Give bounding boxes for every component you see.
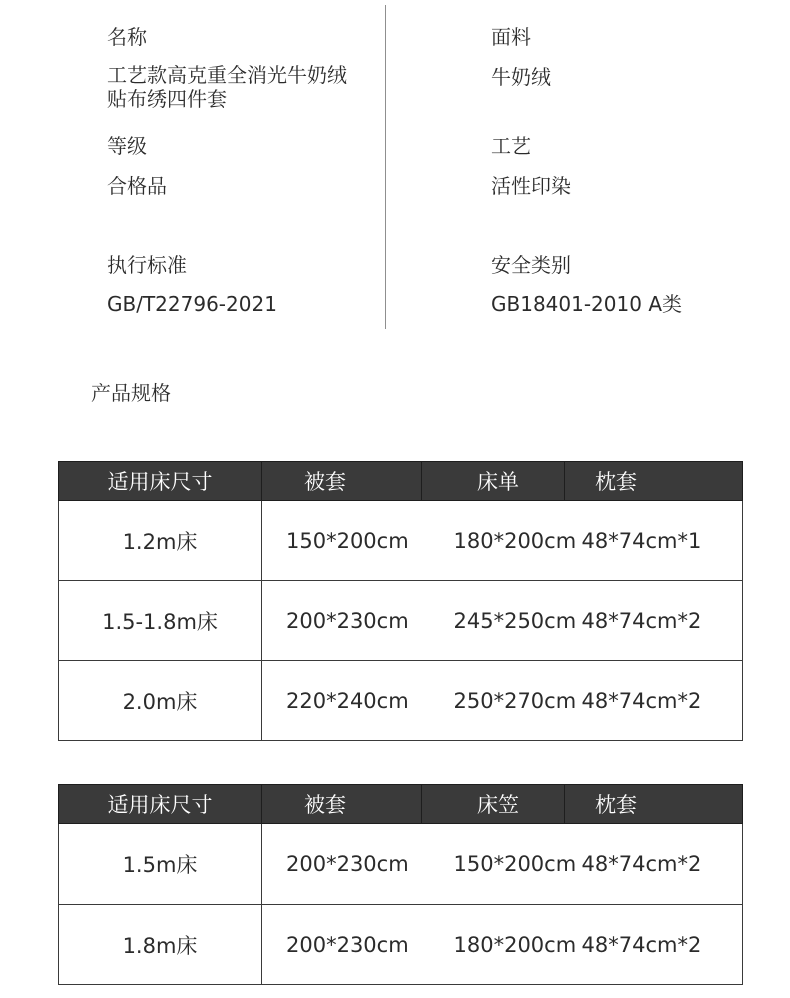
table-row — [59, 661, 743, 741]
table-row — [59, 905, 743, 985]
header-fitted-sheet: 床笠 — [422, 785, 565, 824]
table-row — [59, 824, 743, 905]
pillowcase-cell: 48*74cm*1 — [565, 501, 743, 581]
table-header-row — [59, 462, 743, 501]
grade-label: 等级 — [107, 134, 147, 158]
header-bed-size: 适用床尺寸 — [59, 462, 262, 501]
bed-size-cell: 1.5m床 — [59, 824, 262, 905]
section-title: 产品规格 — [91, 381, 171, 405]
bed-size-cell: 1.5-1.8m床 — [59, 581, 262, 661]
process-value: 活性印染 — [491, 174, 571, 198]
header-bed-sheet: 床单 — [422, 462, 565, 501]
duvet-cover-cell: 220*240cm — [262, 661, 422, 741]
standard-label: 执行标准 — [107, 253, 187, 277]
header-pillowcase: 枕套 — [565, 462, 743, 501]
header-pillowcase: 枕套 — [565, 785, 743, 824]
table-row — [59, 501, 743, 581]
bed-sheet-cell: 250*270cm — [422, 661, 565, 741]
bed-size-cell: 2.0m床 — [59, 661, 262, 741]
table-header-row — [59, 785, 743, 824]
safety-value: GB18401-2010 A类 — [491, 292, 682, 316]
pillowcase-cell: 48*74cm*2 — [565, 824, 743, 905]
header-duvet-cover: 被套 — [262, 462, 422, 501]
name-value-line2: 贴布绣四件套 — [107, 87, 227, 111]
pillowcase-cell: 48*74cm*2 — [565, 905, 743, 985]
bed-size-cell: 1.2m床 — [59, 501, 262, 581]
table-row — [59, 581, 743, 661]
duvet-cover-cell: 200*230cm — [262, 581, 422, 661]
fabric-label: 面料 — [491, 25, 531, 49]
spec-table-1 — [58, 461, 743, 741]
bed-sheet-cell: 245*250cm — [422, 581, 565, 661]
header-duvet-cover: 被套 — [262, 785, 422, 824]
fitted-sheet-cell: 150*200cm — [422, 824, 565, 905]
duvet-cover-cell: 200*230cm — [262, 905, 422, 985]
pillowcase-cell: 48*74cm*2 — [565, 581, 743, 661]
duvet-cover-cell: 200*230cm — [262, 824, 422, 905]
fitted-sheet-cell: 180*200cm — [422, 905, 565, 985]
process-label: 工艺 — [491, 134, 531, 158]
name-value-line1: 工艺款高克重全消光牛奶绒 — [107, 63, 347, 87]
bed-size-cell: 1.8m床 — [59, 905, 262, 985]
grade-value: 合格品 — [107, 174, 167, 198]
pillowcase-cell: 48*74cm*2 — [565, 661, 743, 741]
name-label: 名称 — [107, 25, 147, 49]
spec-table-2 — [58, 784, 743, 985]
standard-value: GB/T22796-2021 — [107, 292, 277, 316]
column-divider — [385, 5, 386, 329]
bed-sheet-cell: 180*200cm — [422, 501, 565, 581]
safety-label: 安全类别 — [491, 253, 571, 277]
duvet-cover-cell: 150*200cm — [262, 501, 422, 581]
fabric-value: 牛奶绒 — [491, 65, 551, 89]
header-bed-size: 适用床尺寸 — [59, 785, 262, 824]
